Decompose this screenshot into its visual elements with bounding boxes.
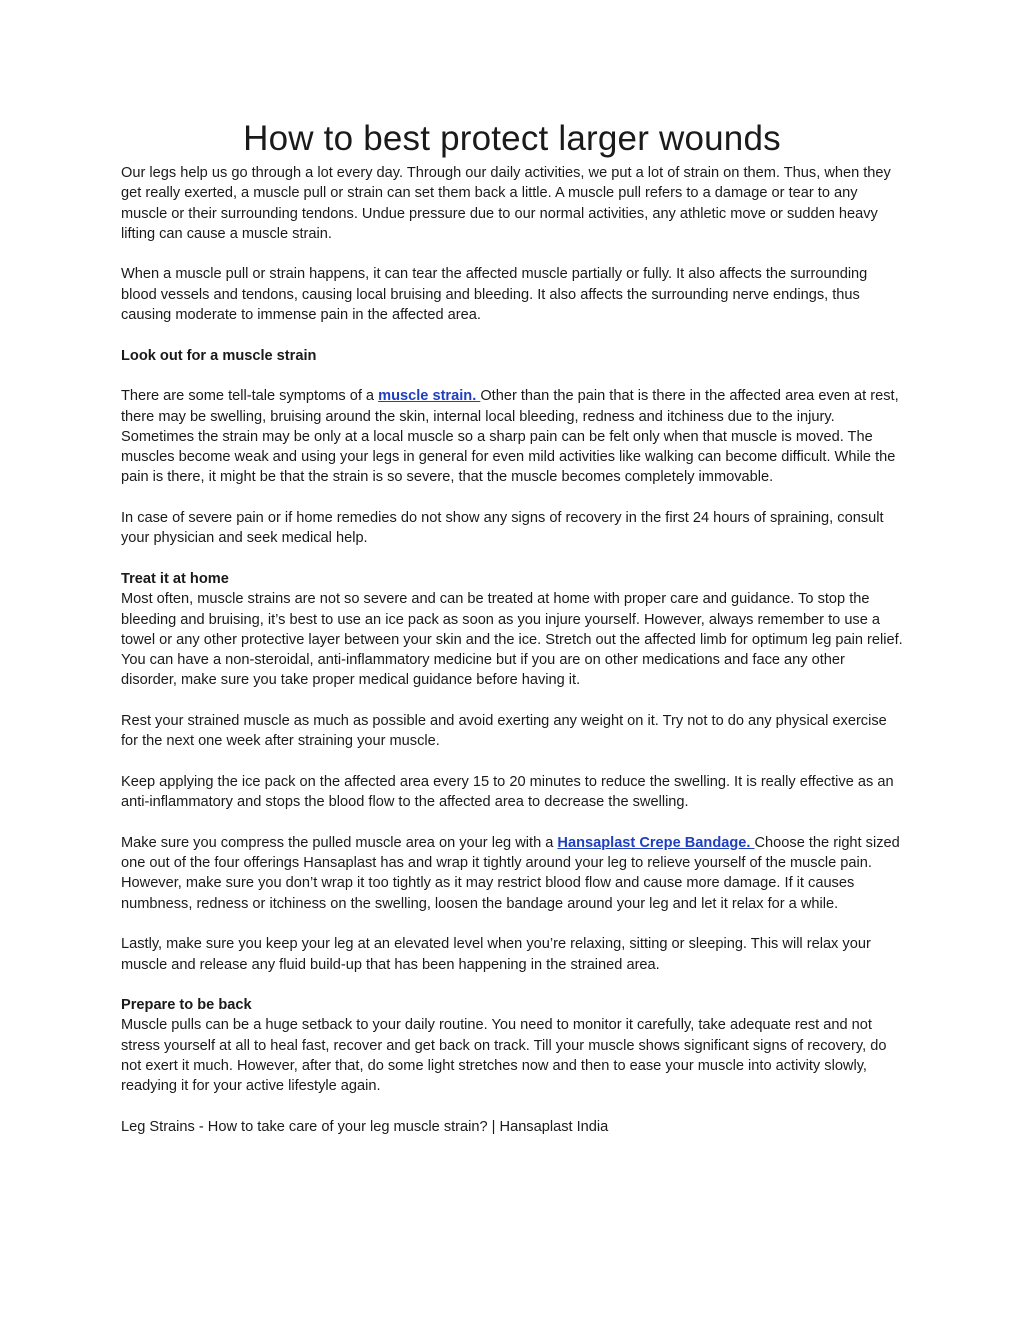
section-heading-lookout: Look out for a muscle strain: [121, 347, 317, 364]
intro-paragraph-1: Our legs help us go through a lot every day. Through our daily activities, we put a lot of strain on them. Thus, when they get really exerted, a muscle pull or strain can set them back a little. A muscle pull refers to a damage or tear to any muscle or their surrounding tendons. Undue pressure due to our normal activities, any athletic move or sudden heavy lifting can cause a muscle strain.: [121, 165, 891, 242]
section-heading-treat: Treat it at home: [121, 570, 229, 587]
symptoms-text-after: Other than the pain that is there in the affected area even at rest, there may be swelling, bruising around the skin, internal local bleeding, redness and itchiness due to the injury. Sometimes the strain may be only at a local muscle so a sharp pain can be felt only when that muscle is moved. The muscles become weak and using your legs in general for even mild activities like walking can become difficult. While the pain is there, it might be that the strain is so severe, that the muscle becomes completely immovable.: [121, 388, 899, 486]
symptoms-paragraph: [121, 386, 903, 487]
spacer: [121, 975, 903, 995]
spacer: [121, 549, 903, 569]
compress-text-after: Choose the right sized one out of the four offerings Hansaplast has and wrap it tightly around your leg to relieve yourself of the muscle pain. However, make sure you don’t wrap it too tightly as it may restrict blood flow and cause more damage. If it causes numbness, redness or itchiness on the swelling, loosen the bandage around your leg and let it relax for a while.: [121, 834, 900, 912]
elevate-paragraph: Lastly, make sure you keep your leg at an elevated level when you’re relaxing, sitting or sleeping. This will relax your muscle and release any fluid build-up that has been happening in the strained area.: [121, 936, 871, 973]
treat-paragraph-1: Most often, muscle strains are not so severe and can be treated at home with proper care and guidance. To stop the bleeding and bruising, it’s best to use an ice pack as soon as you injure yourself. However, always remember to use a towel or any other protective layer between your skin and the ice. Stretch out the affected limb for optimum leg pain relief. You can have a non-steroidal, anti-inflammatory medicine but if you are on other medications and face any other disorder, make sure you take proper medical guidance before having it.: [121, 591, 903, 689]
prepare-paragraph: Muscle pulls can be a huge setback to your daily routine. You need to monitor it carefully, take adequate rest and not stress yourself at all to heal fast, recover and get back on track. Till your muscle shows significant signs of recovery, do not exert it much. However, after that, do some light stretches now and then to ease your muscle into activity slowly, readying it for your active lifestyle again.: [121, 1017, 887, 1095]
muscle-strain-link[interactable]: muscle strain.: [378, 388, 481, 405]
spacer: [121, 244, 903, 264]
crepe-bandage-link[interactable]: Hansaplast Crepe Bandage.: [557, 834, 755, 851]
treat-paragraph-3: Keep applying the ice pack on the affected area every 15 to 20 minutes to reduce the swelling. It is really effective as an anti-inflammatory and stops the blood flow to the affected area to decrease the swelling.: [121, 773, 894, 811]
compress-text-before: Make sure you compress the pulled muscle area on your leg with a: [121, 834, 558, 851]
intro-paragraph-2: When a muscle pull or strain happens, it can tear the affected muscle partially or fully. It also affects the surrounding blood vessels and tendons, causing local bruising and bleeding. It also affects the surrounding nerve endings, thus causing moderate to immense pain in the affected area.: [121, 266, 868, 324]
compress-paragraph: [121, 833, 903, 914]
spacer: [121, 1097, 903, 1117]
spacer: [121, 325, 903, 345]
spacer: [121, 813, 903, 833]
section-heading-prepare: Prepare to be back: [121, 997, 252, 1014]
page-title: How to best protect larger wounds: [243, 119, 781, 158]
spacer: [121, 752, 903, 772]
spacer: [121, 488, 903, 508]
spacer: [121, 366, 903, 386]
symptoms-text-before: There are some tell-tale symptoms of a: [121, 388, 379, 405]
source-footer: Leg Strains - How to take care of your leg muscle strain? | Hansaplast India: [121, 1118, 609, 1135]
severe-pain-paragraph: In case of severe pain or if home remedies do not show any signs of recovery in the first 24 hours of spraining, consult your physician and seek medical help.: [121, 510, 884, 547]
spacer: [121, 914, 903, 934]
treat-paragraph-2: Rest your strained muscle as much as possible and avoid exerting any weight on it. Try not to do any physical exercise for the next one week after straining your muscle.: [121, 713, 887, 750]
document-page: [121, 118, 903, 1137]
spacer: [121, 691, 903, 711]
